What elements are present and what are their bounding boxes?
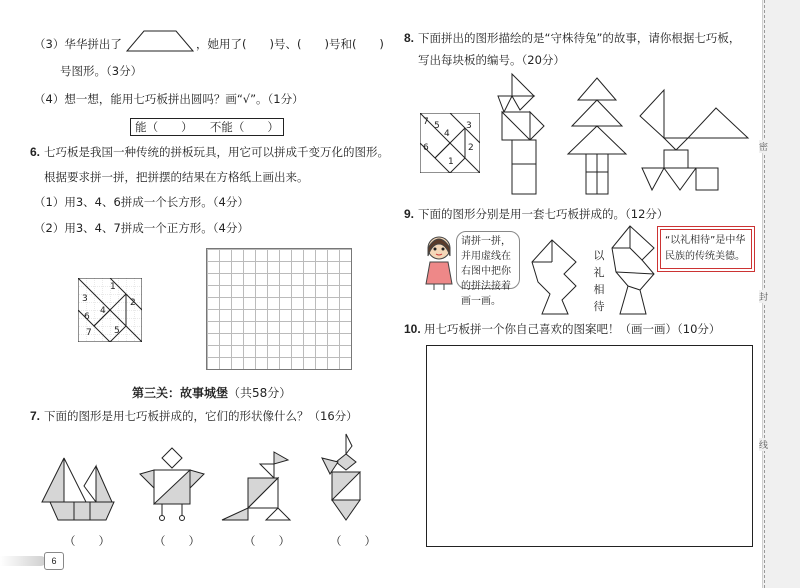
q4-answer-box[interactable]: 能（ ） 不能（ ） <box>130 118 284 136</box>
q8-figure-tree <box>566 76 628 196</box>
q6-label-2: 2 <box>130 298 136 308</box>
q3-prefix: （3）华华拼出了 <box>34 37 122 51</box>
q8-number: 8. <box>404 31 415 45</box>
q6-label-5: 5 <box>114 326 120 336</box>
q8-line1: 下面拼出的图形描绘的是“守株待兔”的故事，请你根据七巧板， <box>418 31 741 45</box>
q8-label-2: 2 <box>468 143 474 153</box>
section-title <box>132 384 291 401</box>
trapezoid-figure <box>126 30 194 52</box>
grid-paper[interactable] <box>206 248 352 370</box>
section-score: （共58分） <box>228 386 292 400</box>
q8-label-3: 3 <box>466 121 472 131</box>
q7-answer-2[interactable]: （ ） <box>154 534 200 548</box>
q8-label-1: 1 <box>448 157 454 167</box>
binding-char-xian: 线 <box>759 438 768 451</box>
q7-answer-4[interactable]: （ ） <box>330 534 376 548</box>
q8-figure-hare <box>636 88 752 192</box>
q7-figure-sailboat <box>40 452 124 522</box>
q4-text: （4）想一想，能用七巧板拼出圆吗？画“√”。（1分） <box>34 92 304 106</box>
q6-sub2: （2）用3、4、7拼成一个正方形。（4分） <box>34 221 249 235</box>
q7-number: 7. <box>30 409 41 423</box>
q7-figure-person <box>132 446 216 522</box>
page-number: 6 <box>44 552 64 570</box>
section-title-text: 第三关：故事城堡 <box>132 386 229 400</box>
q6-line2: 根据要求拼一拼，把拼摆的结果在方格纸上画出来。 <box>44 170 309 184</box>
q9-hint-bubble: 请拼一拼，并用虚线在右图中把你的拼法接着画一画。 <box>456 231 520 289</box>
q8-label-7: 7 <box>423 117 429 127</box>
binding-char-mi: 密 <box>759 140 768 153</box>
footer-tab <box>0 556 46 566</box>
q6-tangram-reference <box>78 278 142 342</box>
q7-figure-bird <box>218 450 308 522</box>
q8-line2: 写出每块板的编号。（20分） <box>418 53 565 67</box>
q8-tangram-reference <box>420 113 480 173</box>
q3-line2: 号图形。（3分） <box>60 64 143 78</box>
q6-label-6: 6 <box>84 312 90 322</box>
q7-figure-rabbit <box>316 432 376 522</box>
q9-vertical-text: 以 礼 相 待 <box>593 249 605 313</box>
q8-label-4: 4 <box>444 129 450 139</box>
q8-label-6: 6 <box>423 143 429 153</box>
girl-icon <box>424 234 454 290</box>
q6-label-4: 4 <box>100 306 106 316</box>
q8-label-5: 5 <box>434 121 440 131</box>
q8-figure-rabbit <box>490 72 552 196</box>
q7-answer-3[interactable]: （ ） <box>244 534 290 548</box>
q6-line1: 七巧板是我国一种传统的拼板玩具，用它可以拼成千变万化的图形。 <box>44 145 389 159</box>
binding-char-feng: 封 <box>759 290 768 303</box>
q9-figure-left <box>528 236 584 316</box>
q9-quote-box: “以礼相待”是中华民族的传统美德。 <box>660 229 752 269</box>
q10-number: 10. <box>404 322 421 336</box>
q9-text: 下面的图形分别是用一套七巧板拼成的。（12分） <box>418 207 669 221</box>
q3-suffix: ，她用了( )号、( )号和( ) <box>196 37 384 51</box>
q6-label-1: 1 <box>110 282 116 292</box>
q6-number: 6. <box>30 145 41 159</box>
q10-text: 用七巧板拼一个你自己喜欢的图案吧！（画一画）（10分） <box>424 322 721 336</box>
q6-label-7: 7 <box>86 328 92 338</box>
q7-answer-1[interactable]: （ ） <box>64 534 110 548</box>
q10-drawing-area[interactable] <box>426 345 753 547</box>
q7-text: 下面的图形是用七巧板拼成的，它们的形状像什么？（16分） <box>44 409 358 423</box>
q6-sub1: （1）用3、4、6拼成一个长方形。（4分） <box>34 195 249 209</box>
q9-number: 9. <box>404 207 415 221</box>
q6-label-3: 3 <box>82 294 88 304</box>
q9-figure-right <box>610 224 660 316</box>
